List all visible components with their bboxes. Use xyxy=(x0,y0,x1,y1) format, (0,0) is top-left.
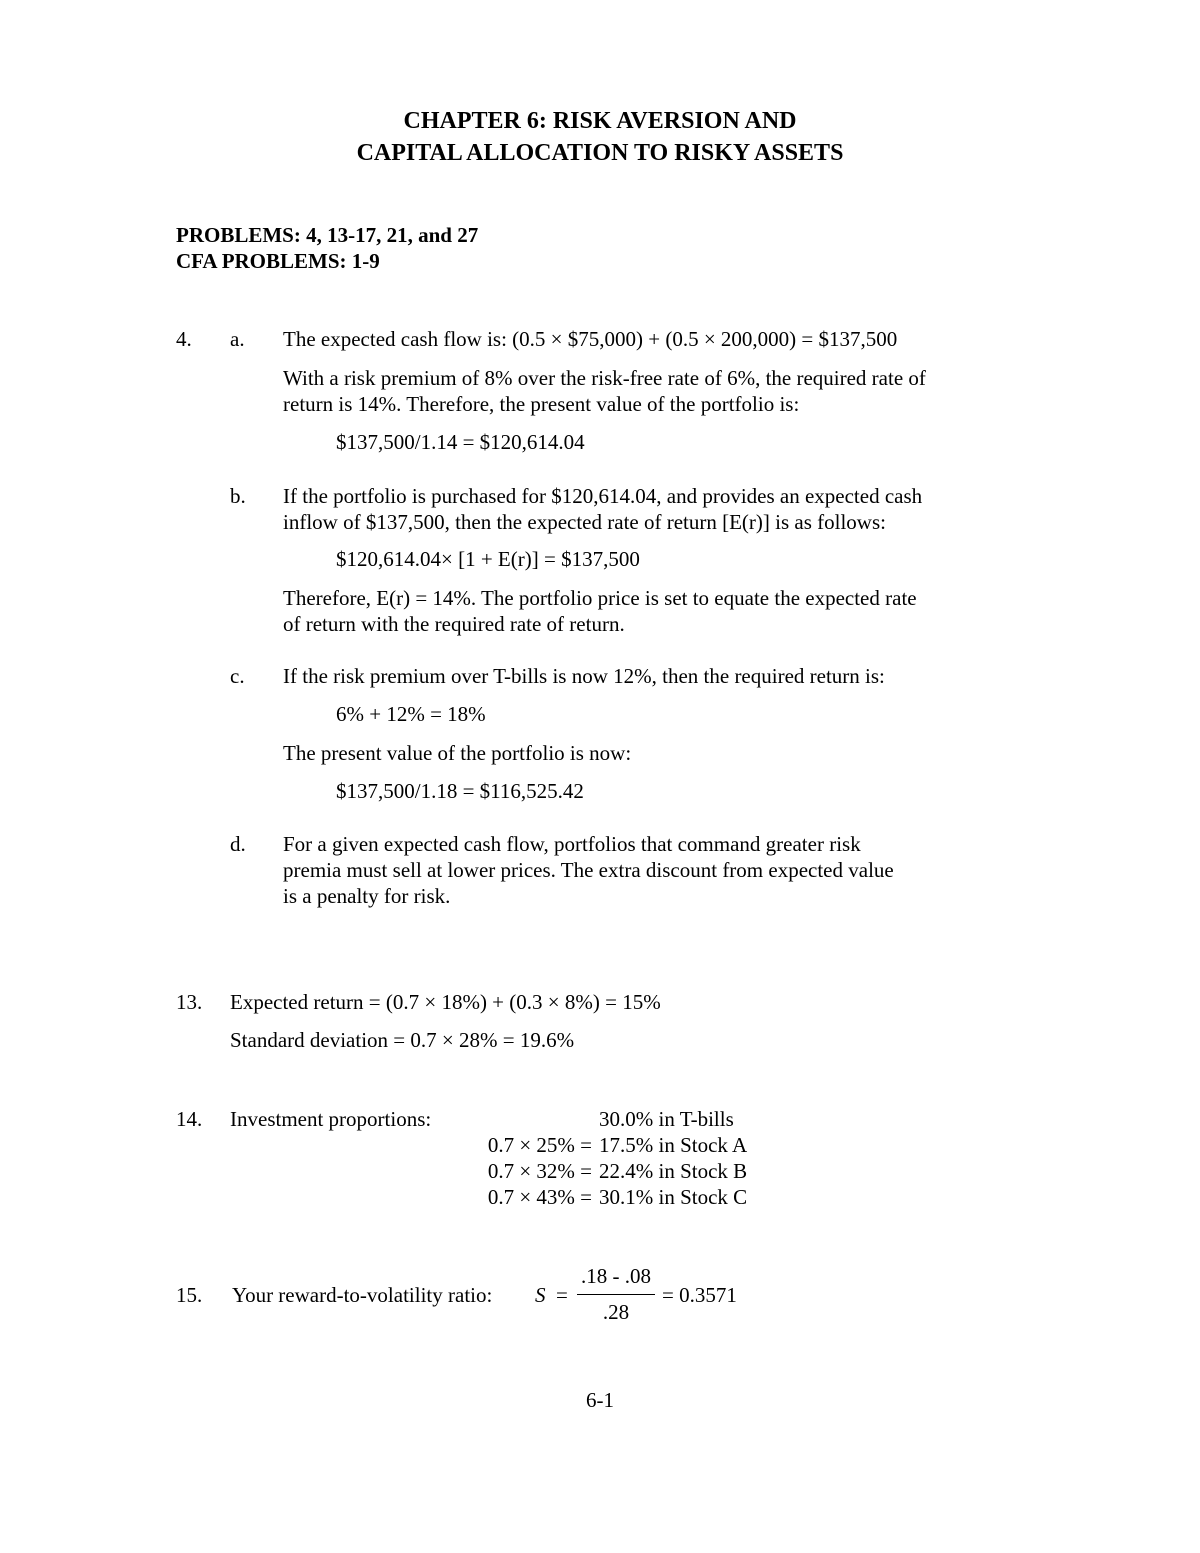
q4c-equation1: 6% + 12% = 18% xyxy=(336,702,486,726)
q4d-line1: For a given expected cash flow, portfolios that command greater risk xyxy=(283,832,861,856)
q4b-line3: Therefore, E(r) = 14%. The portfolio price is set to equate the expected rate xyxy=(283,586,917,610)
q14-row-calc: 0.7 × 43% = xyxy=(487,1185,592,1209)
chapter-title-line2: CAPITAL ALLOCATION TO RISKY ASSETS xyxy=(356,140,844,166)
q13-number: 13. xyxy=(176,990,203,1014)
q14-row-calc: 0.7 × 32% = xyxy=(487,1159,592,1183)
q15-number: 15. xyxy=(176,1283,203,1307)
q4b-equation: $120,614.04× [1 + E(r)] = $137,500 xyxy=(336,547,640,571)
q15-result: = 0.3571 xyxy=(662,1283,737,1307)
q4a-letter: a. xyxy=(230,327,245,351)
q4c-line2: The present value of the portfolio is now: xyxy=(283,741,632,765)
q4b-line1: If the portfolio is purchased for $120,614.04, and provides an expected cash xyxy=(283,484,923,508)
q15-equals: = xyxy=(556,1283,568,1307)
q4a-line2: With a risk premium of 8% over the risk-free rate of 6%, the required rate of xyxy=(283,366,926,390)
q4d-line2: premia must sell at lower prices. The extra discount from expected value xyxy=(283,858,894,882)
q14-row-value: 17.5% in Stock A xyxy=(599,1133,748,1157)
q4d-line3: is a penalty for risk. xyxy=(283,884,451,908)
page-number: 6-1 xyxy=(586,1388,614,1412)
chapter-title-line1: CHAPTER 6: RISK AVERSION AND xyxy=(403,108,797,134)
q15-numerator: .18 - .08 xyxy=(581,1264,651,1288)
problems-list: PROBLEMS: 4, 13-17, 21, and 27 xyxy=(176,223,479,247)
q15-label: Your reward-to-volatility ratio: xyxy=(232,1283,493,1307)
q4c-line1: If the risk premium over T-bills is now 12%, then the required return is: xyxy=(283,664,885,688)
q14-row-value: 30.0% in T-bills xyxy=(599,1107,734,1131)
q4b-line2: inflow of $137,500, then the expected rate of return [E(r)] is as follows: xyxy=(283,510,886,534)
q15-fraction-bar xyxy=(577,1294,655,1295)
q15-fraction xyxy=(577,1264,655,1328)
q14-number: 14. xyxy=(176,1107,203,1131)
cfa-problems-list: CFA PROBLEMS: 1-9 xyxy=(176,249,380,273)
q15-symbol: S xyxy=(535,1283,546,1307)
q4b-letter: b. xyxy=(230,484,246,508)
q4d-letter: d. xyxy=(230,832,246,856)
q4a-line1: The expected cash flow is: (0.5 × $75,000) + (0.5 × 200,000) = $137,500 xyxy=(283,327,898,351)
q4a-line3: return is 14%. Therefore, the present value of the portfolio is: xyxy=(283,392,800,416)
q4c-equation2: $137,500/1.18 = $116,525.42 xyxy=(336,779,584,803)
q14-label: Investment proportions: xyxy=(230,1107,432,1131)
q14-row-value: 30.1% in Stock C xyxy=(599,1185,748,1209)
q4c-letter: c. xyxy=(230,664,245,688)
q4-number: 4. xyxy=(176,327,192,351)
q4b-line4: of return with the required rate of return. xyxy=(283,612,625,636)
q4a-equation: $137,500/1.14 = $120,614.04 xyxy=(336,430,585,454)
q15-denominator: .28 xyxy=(602,1300,630,1324)
q14-row-value: 22.4% in Stock B xyxy=(599,1159,748,1183)
q13-line1: Expected return = (0.7 × 18%) + (0.3 × 8%) = 15% xyxy=(230,990,661,1014)
q14-row-calc: 0.7 × 25% = xyxy=(487,1133,592,1157)
q13-line2: Standard deviation = 0.7 × 28% = 19.6% xyxy=(230,1028,575,1052)
